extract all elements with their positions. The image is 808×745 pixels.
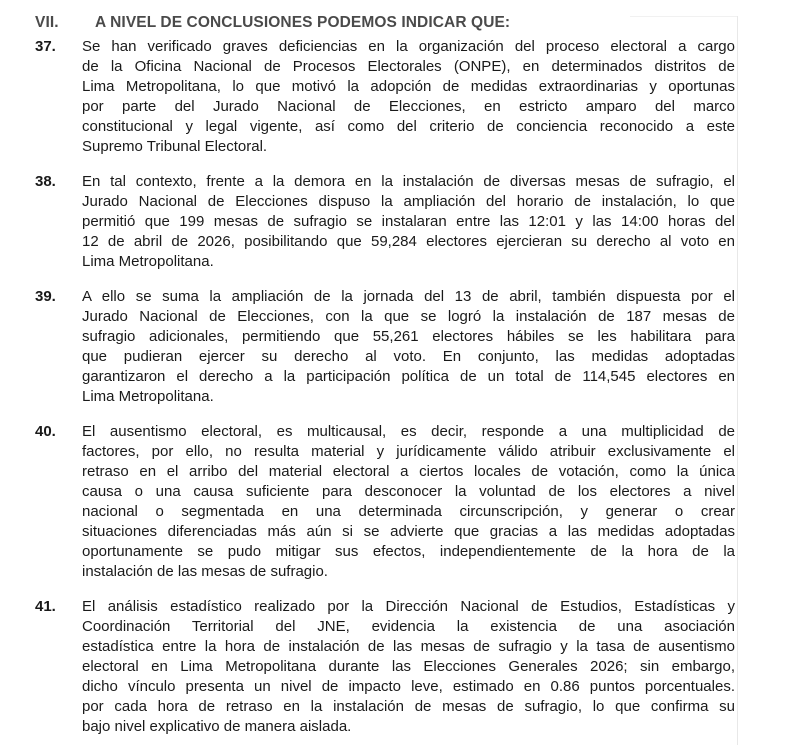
section-heading-text: A NIVEL DE CONCLUSIONES PODEMOS INDICAR QUE:: [95, 14, 511, 31]
text-line: Lima Metropolitana.: [82, 253, 214, 270]
section-numeral: VII.: [35, 14, 59, 31]
text-line: estadística entre la hora de instalación de las mesas de sufragio y la tasa de ausentismo: [82, 638, 735, 655]
text-line: causa o una causa suficiente para desconocer la voluntad de los electores a nivel: [82, 483, 735, 500]
text-line: Coordinación Territorial del JNE, evidencia la existencia de una asociación: [82, 618, 735, 635]
text-line: En tal contexto, frente a la demora en la instalación de diversas mesas de sufragio, el: [82, 173, 735, 190]
text-line: nacional o segmentada en una determinada circunscripción, y generar o crear: [82, 503, 735, 520]
paragraph-37: [35, 37, 735, 157]
text-line: de la Oficina Nacional de Procesos Electorales (ONPE), en determinados distritos de: [82, 58, 735, 75]
text-line: Lima Metropolitana.: [82, 388, 214, 405]
paragraph-number: 41.: [35, 598, 56, 615]
text-line: El análisis estadístico realizado por la Dirección Nacional de Estudios, Estadísticas y: [82, 598, 735, 615]
text-line: garantizaron el derecho a la participación política de un total de 114,545 electores en: [82, 368, 735, 385]
paragraph-number: 39.: [35, 288, 56, 305]
text-line: 12 de abril de 2026, posibilitando que 59,284 electores ejercieran su derecho al voto en: [82, 233, 735, 250]
text-line: bajo nivel explicativo de manera aislada.: [82, 718, 352, 735]
section-heading: [35, 13, 735, 33]
scan-page-edge-vertical: [737, 16, 738, 745]
text-line: Jurado Nacional de Elecciones dispuso la ampliación del horario de instalación, lo que: [82, 193, 735, 210]
text-line: Supremo Tribunal Electoral.: [82, 138, 268, 155]
text-line: instalación de las mesas de sufragio.: [82, 563, 328, 580]
paragraph-text: [82, 172, 735, 272]
text-line: que pudieran ejercer su derecho al voto. En conjunto, las medidas adoptadas: [82, 348, 735, 365]
text-line: factores, por ello, no resulta material y jurídicamente válido atribuir exclusivamente el: [82, 443, 735, 460]
text-line: Jurado Nacional de Elecciones, con la que se logró la instalación de 187 mesas de: [82, 308, 735, 325]
text-line: sufragio adicionales, permitiendo que 55,261 electores hábiles se les habilitara para: [82, 328, 735, 345]
paragraph-number: 40.: [35, 423, 56, 440]
text-line: Lima Metropolitana, lo que motivó la adopción de medidas extraordinarias y oportunas: [82, 78, 735, 95]
text-line: A ello se suma la ampliación de la jornada del 13 de abril, también dispuesta por el: [82, 288, 735, 305]
text-line: Se han verificado graves deficiencias en la organización del proceso electoral a cargo: [82, 38, 735, 55]
text-line: situaciones diferenciadas más aún si se advierte que gracias a las medidas adoptadas: [82, 523, 735, 540]
text-line: El ausentismo electoral, es multicausal, es decir, responde a una multiplicidad de: [82, 423, 735, 440]
paragraph-39: [35, 287, 735, 407]
text-line: por cada hora de retraso en la instalación de mesas de sufragio, lo que confirma su: [82, 698, 735, 715]
paragraph-38: [35, 172, 735, 272]
paragraph-text: [82, 597, 735, 737]
paragraph-text: [82, 287, 735, 407]
text-line: oportunamente se pudo mitigar sus efectos, independientemente de la hora de la: [82, 543, 735, 560]
paragraph-41: [35, 597, 735, 737]
paragraph-text: [82, 422, 735, 582]
text-line: constitucional y legal vigente, así como del criterio de conciencia reconocido a este: [82, 118, 735, 135]
paragraph-number: 37.: [35, 38, 56, 55]
text-line: permitió que 199 mesas de sufragio se instalaran entre las 12:01 y las 14:00 horas del: [82, 213, 735, 230]
text-line: electoral en Lima Metropolitana durante las Elecciones Generales 2026; sin embargo,: [82, 658, 735, 675]
paragraph-text: [82, 37, 735, 157]
paragraph-number: 38.: [35, 173, 56, 190]
text-line: retraso en el arribo del material electoral a ciertos locales de votación, como la única: [82, 463, 735, 480]
text-line: por parte del Jurado Nacional de Elecciones, en estricto amparo del marco: [82, 98, 735, 115]
paragraph-40: [35, 422, 735, 582]
text-line: dicho vínculo presenta un nivel de impacto leve, estimado en 0.86 puntos porcentuales.: [82, 678, 735, 695]
document-body: [35, 13, 735, 737]
